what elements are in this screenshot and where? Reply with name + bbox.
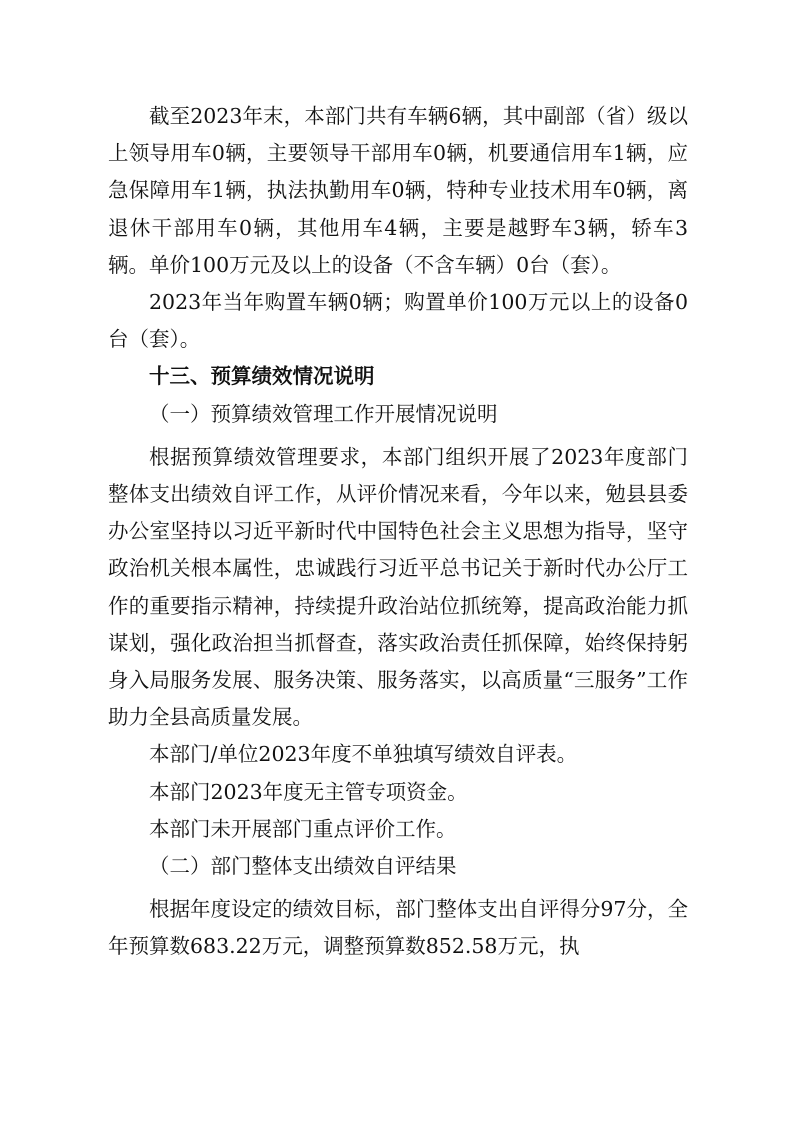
section-heading: 十三、预算绩效情况说明 (149, 364, 375, 389)
note-special-funds: 本部门2023年度无主管专项资金。 (149, 779, 468, 804)
subsection-heading-1: （一）预算绩效管理工作开展情况说明 (149, 401, 498, 426)
note-key-evaluation: 本部门未开展部门重点评价工作。 (149, 816, 457, 841)
result-paragraph: 根据年度设定的绩效目标，部门整体支出自评得分97分，全年预算数683.22万元，调整预算数852.58万元，执 (108, 897, 688, 959)
performance-paragraph: 根据预算绩效管理要求，本部门组织开展了2023年度部门整体支出绩效自评工作，从评价情况来看，今年以来，勉县县委办公室坚持以习近平新时代中国特色社会主义思想为指导，坚守政治机关根本属性，忠诚践行习近平总书记关于新时代办公厅工作的重要指示精神，持续提升政治站位抓统筹，提高政治能力抓谋划，强化政治担当抓督查，落实政治责任抓保障，始终保持躬身入局服务发展、服务决策、服务落实，以高质量“三服务”工作助力全县高质量发展。 (108, 444, 688, 730)
vehicles-paragraph: 截至2023年末，本部门共有车辆6辆，其中副部（省）级以上领导用车0辆，主要领导干部用车0辆，机要通信用车1辆，应急保障用车1辆，执法执勤用车0辆，特种专业技术用车0辆，离退休干部用车0辆，其他用车4辆，主要是越野车3辆，轿车3辆。单价100万元及以上的设备（不含车辆）0台（套）。 (108, 104, 688, 277)
subsection-heading-2: （二）部门整体支出绩效自评结果 (149, 854, 457, 879)
document-body (108, 98, 688, 966)
purchase-paragraph: 2023年当年购置车辆0辆；购置单价100万元以上的设备0台（套）。 (108, 290, 688, 352)
note-self-evaluation-form: 本部门/单位2023年度不单独填写绩效自评表。 (149, 742, 578, 767)
